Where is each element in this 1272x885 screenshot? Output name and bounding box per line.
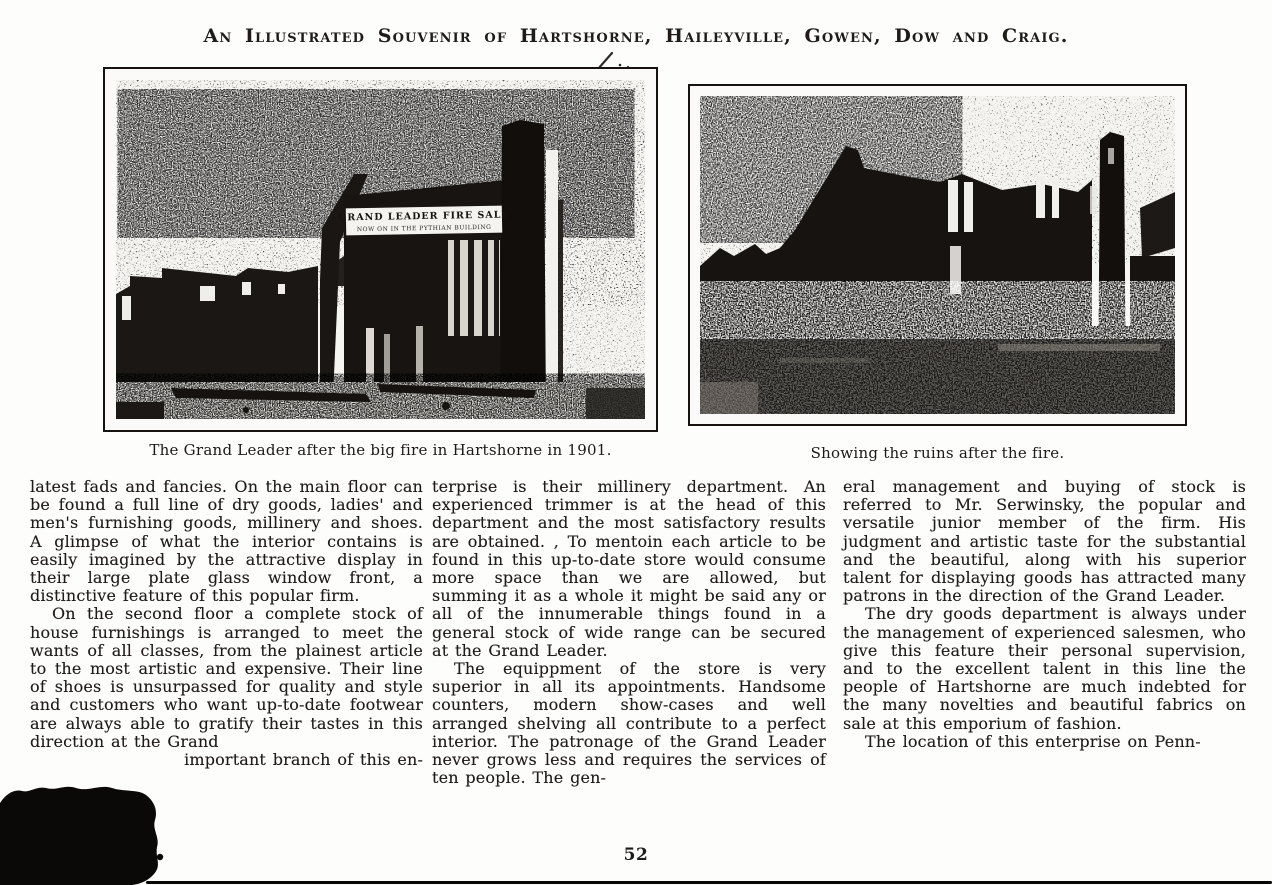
photo-right-foreground — [700, 284, 1175, 414]
scan-edge-line — [146, 881, 1272, 884]
paragraph: The equippment of the store is very superior in all its appointments. Handsome counters, modern show-cases and well arranged shelving all contribute to a perfect interior. The patronage of the Grand Leader never grows less and requires the services of ten people. The gen- — [432, 659, 826, 788]
ink-blot — [0, 779, 182, 885]
paragraph: On the second floor a complete stock of house furnishings is arranged to meet the wants of all classes, from the plainest article to the most artistic and expensive. Their line of shoes is unsurpassed for quality and style and customers who want up-to-date footwear are always able to gratify their tastes in this direction at the Grand — [30, 604, 423, 751]
photo-right-frame — [688, 84, 1187, 426]
sign-line1: GRAND LEADER FIRE SALE — [338, 209, 510, 224]
photo-left-frame — [103, 67, 658, 432]
paragraph: The location of this enterprise on Penn- — [865, 731, 1201, 751]
paragraph: eral management and buying of stock is referred to Mr. Serwinsky, the popular and versatile junior member of the firm. His judgment and artistic taste for the substantial and the beautiful, along with his superior talent for displaying goods has attracted many patrons in the direction of the Grand Leader. — [843, 477, 1246, 606]
page-header: An Illustrated Souvenir of Hartshorne, Haileyville, Gowen, Dow and Craig. — [203, 25, 1069, 47]
page-number: 52 — [623, 845, 649, 865]
photo-right-image — [700, 96, 1175, 414]
sign-line2: NOW ON IN THE PYTHIAN BUILDING — [356, 223, 492, 234]
article-column-2 — [432, 478, 826, 787]
article-column-1 — [30, 478, 423, 769]
paragraph: latest fads and fancies. On the main floor can be found a full line of dry goods, ladies' and men's furnishing goods, millinery and shoes. A glimpse of what the interior contains is easily imagined by the attractive display in their large plate glass window front, a distinctive feature of this popular firm. — [30, 477, 423, 606]
photo-right-caption: Showing the ruins after the fire. — [810, 444, 1065, 462]
paragraph: The dry goods department is always under the management of experienced salesmen, who give this feature their personal supervision, and to the excellent talent in this line the people of Hartshorne are much indebted for the many novelties and beautiful fabrics on sale at this emporium of fashion. — [843, 604, 1246, 733]
article-column-3 — [843, 478, 1246, 751]
photo-left-foreground — [116, 376, 645, 419]
fire-sale-sign — [338, 206, 510, 236]
photo-left-image — [116, 80, 645, 419]
paragraph-continuation: important branch of this en- — [184, 750, 423, 770]
photo-left-caption: The Grand Leader after the big fire in Hartshorne in 1901. — [149, 441, 612, 459]
paragraph: terprise is their millinery department. An experienced trimmer is at the head of this department and the most satisfactory results are obtained. , To mentoin each article to be found in this up-to-date store would consume more space than we are allowed, but summing it as a whole it might be said any or all of the innumerable things found in a general stock of wide range can be secured at the Grand Leader. — [432, 477, 826, 660]
